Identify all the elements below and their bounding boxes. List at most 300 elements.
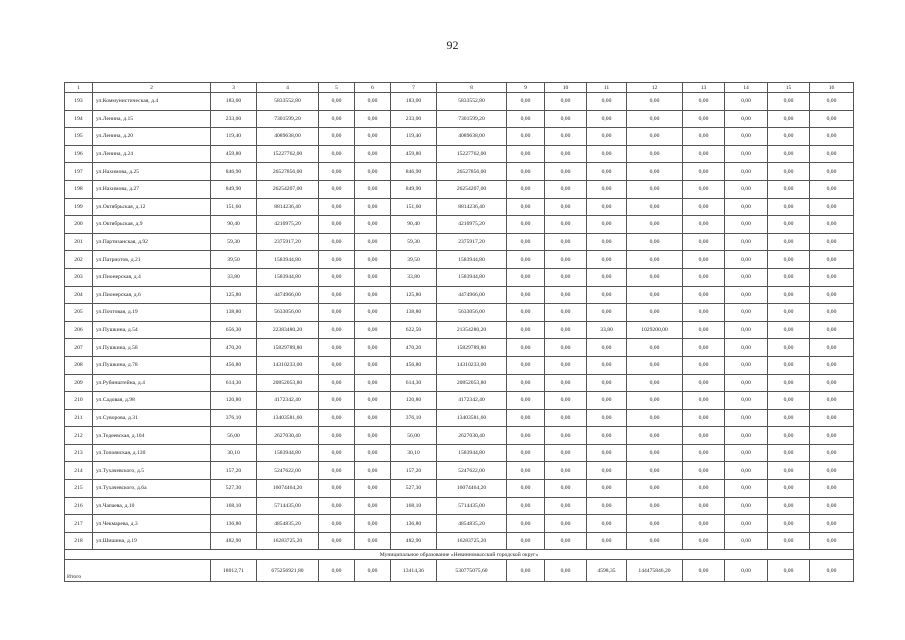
value-cell: 0,00 <box>319 321 355 339</box>
address-cell: ул.Октябрьская, д.9 <box>93 216 211 234</box>
value-cell: 1583944,80 <box>437 444 507 462</box>
value-cell: 849,90 <box>211 180 257 198</box>
value-cell: 0,00 <box>507 268 545 286</box>
value-cell: 0,00 <box>545 339 587 357</box>
value-cell: 0,00 <box>627 128 683 146</box>
value-cell: 0,00 <box>810 268 854 286</box>
total-label: Итого <box>65 560 211 582</box>
value-cell: 138,80 <box>391 304 437 322</box>
table-row <box>65 251 854 269</box>
value-cell: 5247622,00 <box>437 462 507 480</box>
municipality-label: Муниципальное образование «Невинномысский городской округ» <box>65 550 854 560</box>
value-cell: 622,50 <box>391 321 437 339</box>
value-cell: 0,00 <box>725 321 768 339</box>
value-cell: 1583944,80 <box>437 268 507 286</box>
value-cell: 0,00 <box>319 409 355 427</box>
value-cell: 138,80 <box>211 304 257 322</box>
value-cell: 0,00 <box>725 180 768 198</box>
value-cell: 120,80 <box>391 392 437 410</box>
value-cell: 13403581,60 <box>257 409 319 427</box>
value-cell: 0,00 <box>627 233 683 251</box>
total-value: 4598,35 <box>587 560 627 582</box>
value-cell: 39,50 <box>211 251 257 269</box>
value-cell: 136,80 <box>211 515 257 533</box>
value-cell: 0,00 <box>319 392 355 410</box>
value-cell: 5633056,00 <box>257 304 319 322</box>
value-cell: 0,00 <box>768 268 810 286</box>
value-cell: 0,00 <box>507 251 545 269</box>
value-cell: 0,00 <box>355 128 391 146</box>
total-value: 144475846,20 <box>627 560 683 582</box>
value-cell: 0,00 <box>810 233 854 251</box>
row-number: 197 <box>65 163 93 181</box>
value-cell: 0,00 <box>683 251 725 269</box>
row-number: 203 <box>65 268 93 286</box>
value-cell: 846,90 <box>211 163 257 181</box>
value-cell: 0,00 <box>683 321 725 339</box>
value-cell: 0,00 <box>768 392 810 410</box>
row-number: 196 <box>65 145 93 163</box>
column-number: 4 <box>257 83 319 93</box>
value-cell: 0,00 <box>683 480 725 498</box>
value-cell: 0,00 <box>545 198 587 216</box>
value-cell: 0,00 <box>319 515 355 533</box>
value-cell: 151,60 <box>391 198 437 216</box>
address-cell: ул.Тедеевская, д.104 <box>93 427 211 445</box>
value-cell: 0,00 <box>587 110 627 128</box>
value-cell: 0,00 <box>587 444 627 462</box>
address-cell: ул.Чапаева, д.10 <box>93 497 211 515</box>
value-cell: 0,00 <box>683 515 725 533</box>
row-number: 206 <box>65 321 93 339</box>
table-row <box>65 374 854 392</box>
value-cell: 0,00 <box>810 286 854 304</box>
address-cell: ул.Партизанская, д.92 <box>93 233 211 251</box>
value-cell: 0,00 <box>545 163 587 181</box>
value-cell: 0,00 <box>725 356 768 374</box>
value-cell: 183,00 <box>391 93 437 111</box>
row-number: 207 <box>65 339 93 357</box>
value-cell: 0,00 <box>319 251 355 269</box>
table-row <box>65 110 854 128</box>
table-row <box>65 497 854 515</box>
value-cell: 0,00 <box>627 462 683 480</box>
value-cell: 0,00 <box>319 462 355 480</box>
value-cell: 0,00 <box>545 251 587 269</box>
value-cell: 0,00 <box>355 180 391 198</box>
table-row <box>65 304 854 322</box>
column-number-row <box>65 83 854 93</box>
value-cell: 0,00 <box>810 251 854 269</box>
value-cell: 0,00 <box>319 304 355 322</box>
value-cell: 2627030,40 <box>437 427 507 445</box>
value-cell: 0,00 <box>319 233 355 251</box>
value-cell: 0,00 <box>319 374 355 392</box>
column-number: 6 <box>355 83 391 93</box>
value-cell: 0,00 <box>587 198 627 216</box>
value-cell: 33,80 <box>211 268 257 286</box>
table-row <box>65 409 854 427</box>
address-cell: ул.Пушкина, д.78 <box>93 356 211 374</box>
value-cell: 0,00 <box>355 532 391 550</box>
table-row <box>65 145 854 163</box>
address-cell: ул.Суворова, д.31 <box>93 409 211 427</box>
value-cell: 0,00 <box>768 444 810 462</box>
value-cell: 0,00 <box>768 321 810 339</box>
value-cell: 16283725,20 <box>437 532 507 550</box>
value-cell: 0,00 <box>545 180 587 198</box>
value-cell: 0,00 <box>545 392 587 410</box>
column-number: 3 <box>211 83 257 93</box>
row-number: 210 <box>65 392 93 410</box>
value-cell: 0,00 <box>683 532 725 550</box>
value-cell: 0,00 <box>725 515 768 533</box>
value-cell: 0,00 <box>507 233 545 251</box>
value-cell: 0,00 <box>627 532 683 550</box>
address-cell: ул.Шишина, д.19 <box>93 532 211 550</box>
value-cell: 0,00 <box>355 480 391 498</box>
value-cell: 482,90 <box>211 532 257 550</box>
value-cell: 16074464,20 <box>257 480 319 498</box>
column-number: 16 <box>810 83 854 93</box>
value-cell: 0,00 <box>810 427 854 445</box>
value-cell: 20852053,80 <box>437 374 507 392</box>
value-cell: 0,00 <box>810 480 854 498</box>
value-cell: 0,00 <box>627 180 683 198</box>
value-cell: 168,10 <box>211 497 257 515</box>
address-cell: ул.Ленина, д.20 <box>93 128 211 146</box>
value-cell: 13403581,60 <box>437 409 507 427</box>
value-cell: 0,00 <box>683 444 725 462</box>
value-cell: 0,00 <box>627 480 683 498</box>
address-cell: ул.Пушкина, д.58 <box>93 339 211 357</box>
row-number: 209 <box>65 374 93 392</box>
value-cell: 0,00 <box>507 515 545 533</box>
value-cell: 0,00 <box>768 251 810 269</box>
column-number: 13 <box>683 83 725 93</box>
value-cell: 0,00 <box>545 233 587 251</box>
value-cell: 0,00 <box>810 110 854 128</box>
value-cell: 0,00 <box>587 497 627 515</box>
value-cell: 0,00 <box>507 444 545 462</box>
table-row <box>65 480 854 498</box>
value-cell: 0,00 <box>725 374 768 392</box>
value-cell: 0,00 <box>810 374 854 392</box>
value-cell: 0,00 <box>725 427 768 445</box>
value-cell: 5714435,00 <box>437 497 507 515</box>
value-cell: 56,00 <box>391 427 437 445</box>
value-cell: 0,00 <box>507 145 545 163</box>
value-cell: 0,00 <box>507 409 545 427</box>
value-cell: 233,00 <box>391 110 437 128</box>
value-cell: 656,30 <box>211 321 257 339</box>
column-number: 2 <box>93 83 211 93</box>
table-row <box>65 444 854 462</box>
value-cell: 0,00 <box>507 304 545 322</box>
value-cell: 0,00 <box>355 110 391 128</box>
table-row <box>65 462 854 480</box>
value-cell: 0,00 <box>627 444 683 462</box>
value-cell: 5714435,00 <box>257 497 319 515</box>
value-cell: 0,00 <box>725 409 768 427</box>
value-cell: 0,00 <box>319 444 355 462</box>
value-cell: 0,00 <box>587 356 627 374</box>
value-cell: 0,00 <box>587 515 627 533</box>
value-cell: 0,00 <box>319 163 355 181</box>
value-cell: 0,00 <box>507 128 545 146</box>
value-cell: 0,00 <box>810 93 854 111</box>
value-cell: 5633056,00 <box>437 304 507 322</box>
value-cell: 21354280,20 <box>437 321 507 339</box>
value-cell: 376,10 <box>391 409 437 427</box>
total-value: 675256921,80 <box>257 560 319 582</box>
value-cell: 8814236,40 <box>257 198 319 216</box>
value-cell: 0,00 <box>507 462 545 480</box>
value-cell: 0,00 <box>683 497 725 515</box>
value-cell: 7301599,20 <box>257 110 319 128</box>
address-cell: ул.Октябрьская, д.12 <box>93 198 211 216</box>
value-cell: 0,00 <box>587 374 627 392</box>
value-cell: 30,10 <box>391 444 437 462</box>
value-cell: 0,00 <box>545 286 587 304</box>
value-cell: 0,00 <box>545 93 587 111</box>
value-cell: 0,00 <box>319 427 355 445</box>
value-cell: 90,40 <box>391 216 437 234</box>
value-cell: 4172342,40 <box>257 392 319 410</box>
address-cell: ул.Ленина, д.15 <box>93 110 211 128</box>
page-number: 92 <box>446 38 459 52</box>
row-number: 205 <box>65 304 93 322</box>
value-cell: 0,00 <box>587 532 627 550</box>
value-cell: 0,00 <box>725 93 768 111</box>
value-cell: 0,00 <box>627 356 683 374</box>
housing-register-table <box>64 82 854 582</box>
value-cell: 0,00 <box>587 128 627 146</box>
table-row <box>65 180 854 198</box>
value-cell: 0,00 <box>725 304 768 322</box>
value-cell: 0,00 <box>768 145 810 163</box>
table-row <box>65 233 854 251</box>
value-cell: 0,00 <box>725 339 768 357</box>
value-cell: 1583944,80 <box>257 268 319 286</box>
table-row <box>65 268 854 286</box>
value-cell: 0,00 <box>683 93 725 111</box>
value-cell: 4089638,00 <box>257 128 319 146</box>
row-number: 198 <box>65 180 93 198</box>
value-cell: 0,00 <box>355 462 391 480</box>
address-cell: ул.Патриотов, д.21 <box>93 251 211 269</box>
value-cell: 1583944,80 <box>257 251 319 269</box>
value-cell: 30,10 <box>211 444 257 462</box>
value-cell: 0,00 <box>507 110 545 128</box>
address-cell: ул.Ленина, д.24 <box>93 145 211 163</box>
row-number: 201 <box>65 233 93 251</box>
row-number: 214 <box>65 462 93 480</box>
value-cell: 0,00 <box>319 180 355 198</box>
value-cell: 119,40 <box>391 128 437 146</box>
value-cell: 0,00 <box>507 163 545 181</box>
value-cell: 125,80 <box>391 286 437 304</box>
value-cell: 0,00 <box>587 392 627 410</box>
value-cell: 33,80 <box>391 268 437 286</box>
value-cell: 0,00 <box>683 462 725 480</box>
row-number: 217 <box>65 515 93 533</box>
value-cell: 0,00 <box>587 409 627 427</box>
value-cell: 0,00 <box>768 480 810 498</box>
value-cell: 0,00 <box>627 409 683 427</box>
table-row <box>65 392 854 410</box>
value-cell: 0,00 <box>810 128 854 146</box>
address-cell: ул.Пушкина, д.54 <box>93 321 211 339</box>
value-cell: 0,00 <box>725 163 768 181</box>
value-cell: 0,00 <box>545 444 587 462</box>
value-cell: 0,00 <box>683 198 725 216</box>
value-cell: 4210975,20 <box>437 216 507 234</box>
value-cell: 0,00 <box>725 532 768 550</box>
value-cell: 0,00 <box>587 251 627 269</box>
value-cell: 0,00 <box>627 304 683 322</box>
value-cell: 0,00 <box>725 444 768 462</box>
value-cell: 0,00 <box>768 180 810 198</box>
value-cell: 0,00 <box>810 497 854 515</box>
value-cell: 527,30 <box>211 480 257 498</box>
value-cell: 0,00 <box>507 216 545 234</box>
total-value: 0,00 <box>319 560 355 582</box>
value-cell: 22383480,20 <box>257 321 319 339</box>
value-cell: 0,00 <box>507 392 545 410</box>
value-cell: 0,00 <box>355 321 391 339</box>
value-cell: 0,00 <box>319 145 355 163</box>
value-cell: 0,00 <box>768 93 810 111</box>
value-cell: 0,00 <box>768 515 810 533</box>
value-cell: 0,00 <box>507 480 545 498</box>
value-cell: 0,00 <box>355 409 391 427</box>
value-cell: 16074464,20 <box>437 480 507 498</box>
value-cell: 0,00 <box>545 128 587 146</box>
value-cell: 0,00 <box>725 462 768 480</box>
value-cell: 20852053,80 <box>257 374 319 392</box>
value-cell: 0,00 <box>319 356 355 374</box>
value-cell: 0,00 <box>355 356 391 374</box>
value-cell: 614,30 <box>391 374 437 392</box>
address-cell: ул.Нахимова, д.25 <box>93 163 211 181</box>
total-value: 0,00 <box>725 560 768 582</box>
value-cell: 0,00 <box>627 286 683 304</box>
value-cell: 0,00 <box>810 392 854 410</box>
table-row <box>65 321 854 339</box>
row-number: 211 <box>65 409 93 427</box>
value-cell: 8814236,40 <box>437 198 507 216</box>
table-row <box>65 128 854 146</box>
value-cell: 0,00 <box>355 286 391 304</box>
value-cell: 0,00 <box>355 233 391 251</box>
value-cell: 0,00 <box>768 339 810 357</box>
value-cell: 376,10 <box>211 409 257 427</box>
value-cell: 0,00 <box>587 268 627 286</box>
value-cell: 183,00 <box>211 93 257 111</box>
value-cell: 0,00 <box>810 163 854 181</box>
value-cell: 151,60 <box>211 198 257 216</box>
value-cell: 0,00 <box>545 216 587 234</box>
value-cell: 90,40 <box>211 216 257 234</box>
value-cell: 0,00 <box>768 356 810 374</box>
value-cell: 482,90 <box>391 532 437 550</box>
address-cell: ул.Топоянская, д.130 <box>93 444 211 462</box>
value-cell: 136,80 <box>391 515 437 533</box>
value-cell: 59,30 <box>391 233 437 251</box>
value-cell: 0,00 <box>627 216 683 234</box>
column-number: 7 <box>391 83 437 93</box>
value-cell: 0,00 <box>587 233 627 251</box>
address-cell: ул.Пионерская, д.4 <box>93 268 211 286</box>
value-cell: 0,00 <box>319 110 355 128</box>
value-cell: 0,00 <box>725 251 768 269</box>
address-cell: ул.Садовая, д.98 <box>93 392 211 410</box>
value-cell: 14310233,00 <box>257 356 319 374</box>
value-cell: 125,80 <box>211 286 257 304</box>
address-cell: ул.Рубинштейна, д.4 <box>93 374 211 392</box>
value-cell: 0,00 <box>587 93 627 111</box>
value-cell: 0,00 <box>355 444 391 462</box>
value-cell: 0,00 <box>545 374 587 392</box>
value-cell: 0,00 <box>355 268 391 286</box>
value-cell: 4172342,40 <box>437 392 507 410</box>
value-cell: 0,00 <box>507 427 545 445</box>
value-cell: 56,00 <box>211 427 257 445</box>
value-cell: 168,10 <box>391 497 437 515</box>
value-cell: 470,20 <box>211 339 257 357</box>
value-cell: 0,00 <box>725 286 768 304</box>
value-cell: 0,00 <box>627 374 683 392</box>
column-number: 14 <box>725 83 768 93</box>
value-cell: 5833552,80 <box>437 93 507 111</box>
value-cell: 2627030,40 <box>257 427 319 445</box>
value-cell: 0,00 <box>355 145 391 163</box>
value-cell: 0,00 <box>355 374 391 392</box>
table-row <box>65 427 854 445</box>
value-cell: 0,00 <box>507 93 545 111</box>
value-cell: 59,30 <box>211 233 257 251</box>
value-cell: 0,00 <box>545 110 587 128</box>
value-cell: 0,00 <box>627 268 683 286</box>
value-cell: 0,00 <box>768 110 810 128</box>
value-cell: 26527856,00 <box>257 163 319 181</box>
value-cell: 5833552,80 <box>257 93 319 111</box>
value-cell: 0,00 <box>683 409 725 427</box>
value-cell: 0,00 <box>319 128 355 146</box>
row-number: 202 <box>65 251 93 269</box>
value-cell: 0,00 <box>627 497 683 515</box>
value-cell: 15829789,80 <box>437 339 507 357</box>
value-cell: 16283725,20 <box>257 532 319 550</box>
value-cell: 849,90 <box>391 180 437 198</box>
value-cell: 0,00 <box>768 163 810 181</box>
value-cell: 0,00 <box>319 286 355 304</box>
value-cell: 470,20 <box>391 339 437 357</box>
value-cell: 0,00 <box>683 180 725 198</box>
value-cell: 120,80 <box>211 392 257 410</box>
value-cell: 0,00 <box>355 251 391 269</box>
value-cell: 0,00 <box>725 128 768 146</box>
value-cell: 0,00 <box>683 233 725 251</box>
value-cell: 0,00 <box>725 268 768 286</box>
total-value: 0,00 <box>545 560 587 582</box>
value-cell: 0,00 <box>507 339 545 357</box>
column-number: 12 <box>627 83 683 93</box>
value-cell: 0,00 <box>627 427 683 445</box>
value-cell: 456,80 <box>211 356 257 374</box>
value-cell: 26527856,00 <box>437 163 507 181</box>
